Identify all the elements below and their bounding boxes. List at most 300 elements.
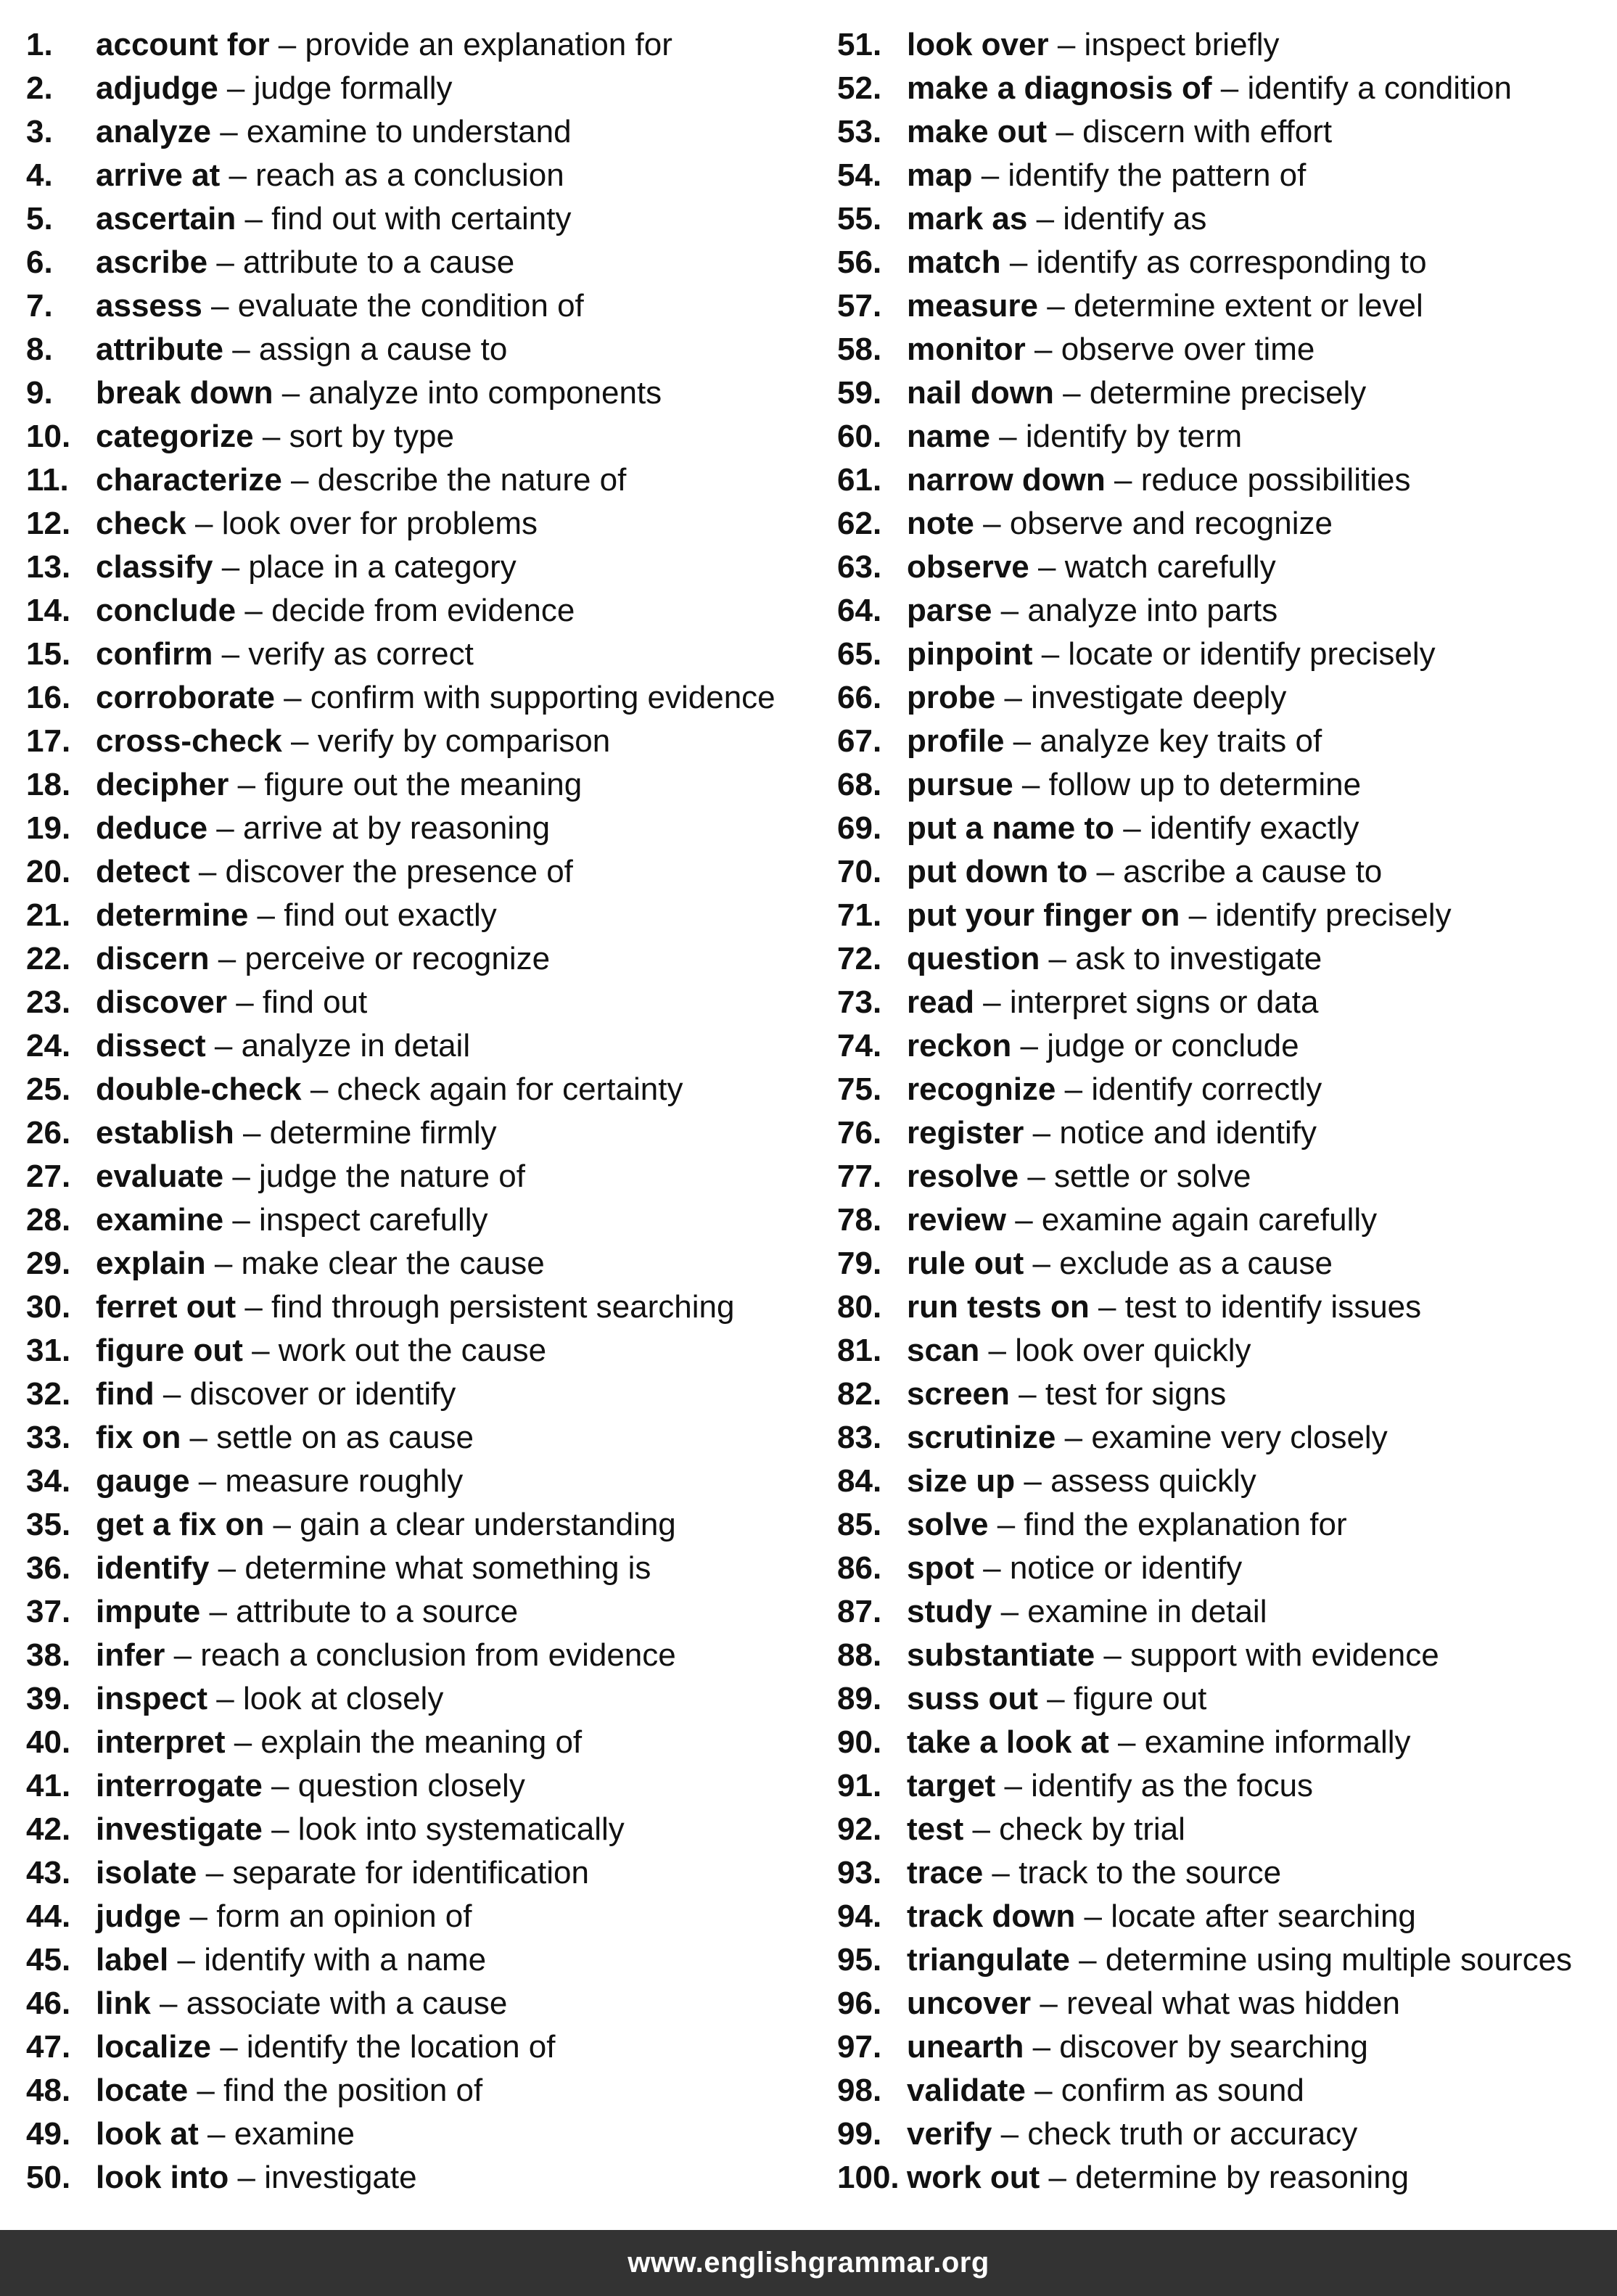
item-separator: – [248,897,284,933]
list-item [837,1982,1606,2025]
item-definition: investigate [264,2160,417,2195]
item-number: 38. [26,1637,71,1673]
item-term: trace [907,1855,984,1890]
item-separator: – [1005,1202,1042,1238]
item-text [907,1198,1377,1242]
item-definition: look over for problems [221,506,538,541]
list-item [837,589,1606,633]
item-definition: examine informally [1144,1724,1411,1760]
item-text [96,1895,472,1938]
list-item [837,23,1606,67]
item-term: unearth [907,2029,1024,2065]
item-definition: arrive at by reasoning [242,810,551,846]
item-term: note [907,506,974,541]
item-text [907,676,1286,720]
list-item [837,1416,1606,1460]
item-number: 13. [26,549,71,585]
list-item [26,1111,817,1155]
item-number: 11. [26,462,69,498]
list-item [837,1547,1606,1590]
item-number: 63. [837,549,882,585]
list-item [837,546,1606,589]
item-term: spot [907,1550,974,1586]
list-item [837,1938,1606,1982]
item-definition: analyze into components [308,375,662,411]
list-item [837,241,1606,284]
list-item [837,807,1606,850]
item-text [907,1677,1206,1721]
item-text [907,1982,1400,2025]
item-separator: – [207,810,243,846]
item-separator: – [264,1507,300,1542]
item-term: measure [907,288,1039,324]
item-text [96,23,672,67]
item-term: match [907,244,1001,280]
item-definition: determine firmly [269,1115,497,1151]
item-definition: check by trial [999,1811,1185,1847]
item-text [907,110,1332,154]
item-text [96,1982,507,2025]
item-number: 2. [26,70,53,106]
list-item [26,1416,817,1460]
item-definition: identify as the focus [1031,1768,1314,1803]
list-item [837,1634,1606,1677]
item-term: discern [96,941,210,976]
list-item [26,894,817,937]
item-definition: find through persistent searching [271,1289,735,1325]
item-number: 19. [26,810,71,846]
list-item [26,284,817,328]
list-item [26,502,817,546]
item-term: inspect [96,1681,208,1716]
item-definition: associate with a cause [186,1986,508,2021]
item-definition: look over quickly [1015,1333,1251,1368]
list-item [26,1155,817,1198]
item-term: localize [96,2029,211,2065]
item-separator: – [1031,1986,1067,2021]
item-definition: exclude as a cause [1059,1246,1333,1281]
item-definition: identify by term [1025,419,1243,454]
item-term: fix on [96,1420,181,1455]
item-definition: examine to understand [246,114,572,149]
item-definition: separate for identification [232,1855,589,1890]
list-item [26,1982,817,2025]
item-term: triangulate [907,1942,1070,1978]
item-number: 9. [26,375,53,411]
list-item [26,415,817,458]
item-separator: – [1180,897,1216,933]
item-number: 67. [837,723,882,759]
item-definition: gain a clear understanding [300,1507,676,1542]
list-item [26,1024,817,1068]
list-item [837,1111,1606,1155]
item-term: double-check [96,1071,302,1107]
list-item [26,633,817,676]
list-item [837,894,1606,937]
item-definition: assign a cause to [258,332,508,367]
item-definition: find the explanation for [1024,1507,1347,1542]
item-definition: test for signs [1045,1376,1227,1412]
item-text [907,328,1314,371]
list-item [837,1460,1606,1503]
list-item [26,1634,817,1677]
item-separator: – [1032,636,1069,672]
item-term: narrow down [907,462,1106,498]
item-number: 75. [837,1071,882,1107]
item-term: examine [96,1202,224,1238]
item-separator: – [213,636,249,672]
list-item [26,2025,817,2069]
item-separator: – [1040,941,1076,976]
item-number: 14. [26,593,71,628]
item-separator: – [1075,1898,1111,1934]
list-item [837,937,1606,981]
item-definition: figure out [1073,1681,1207,1716]
item-number: 6. [26,244,53,280]
item-separator: – [188,2073,224,2108]
item-separator: – [198,2116,234,2152]
item-number: 34. [26,1463,71,1499]
item-separator: – [202,288,238,324]
item-term: deduce [96,810,208,846]
item-separator: – [207,244,244,280]
item-term: identify [96,1550,210,1586]
list-item [837,850,1606,894]
item-number: 35. [26,1507,71,1542]
item-term: ferret out [96,1289,236,1325]
item-text [907,1547,1242,1590]
item-number: 70. [837,854,882,889]
item-term: put down to [907,854,1088,889]
item-separator: – [988,1507,1024,1542]
item-separator: – [1038,288,1074,324]
list-item [26,67,817,110]
list-item [837,2069,1606,2112]
item-number: 40. [26,1724,71,1760]
item-separator: – [1056,1420,1092,1455]
list-item [26,1808,817,1851]
item-term: resolve [907,1159,1019,1194]
item-term: characterize [96,462,282,498]
item-text [907,894,1452,937]
item-separator: – [281,462,318,498]
item-definition: identify with a name [204,1942,487,1978]
item-text [907,1068,1322,1111]
item-definition: find the position of [223,2073,483,2108]
item-separator: – [207,1681,243,1716]
item-separator: – [242,1333,279,1368]
item-definition: ascribe a cause to [1123,854,1383,889]
item-term: find [96,1376,155,1412]
item-number: 32. [26,1376,71,1412]
item-definition: determine by reasoning [1075,2160,1410,2195]
list-item [26,1460,817,1503]
list-item [837,1329,1606,1373]
item-term: ascribe [96,244,208,280]
item-number: 78. [837,1202,882,1238]
item-term: determine [96,897,249,933]
item-text [96,1547,651,1590]
item-separator: – [1053,375,1090,411]
item-separator: – [992,1594,1028,1629]
item-separator: – [223,332,259,367]
item-number: 23. [26,984,71,1020]
item-separator: – [213,549,249,585]
item-text [907,850,1382,894]
item-definition: examine in detail [1027,1594,1267,1629]
list-item [26,850,817,894]
item-text [96,1721,582,1764]
list-item [26,23,817,67]
item-number: 15. [26,636,71,672]
item-number: 28. [26,1202,71,1238]
item-term: label [96,1942,169,1978]
item-separator: – [274,680,310,715]
item-text [96,502,538,546]
item-separator: – [1087,854,1124,889]
item-text [96,1285,734,1329]
item-term: run tests on [907,1289,1090,1325]
item-number: 7. [26,288,53,324]
item-separator: – [1025,2073,1061,2108]
item-number: 74. [837,1028,882,1063]
item-text [96,894,497,937]
item-text [907,589,1277,633]
item-number: 66. [837,680,882,715]
item-text [907,1373,1226,1416]
list-item [837,1068,1606,1111]
item-term: investigate [96,1811,263,1847]
item-definition: reach as a conclusion [255,157,564,193]
item-text [96,110,572,154]
list-item [26,720,817,763]
list-item [26,241,817,284]
item-number: 39. [26,1681,71,1716]
item-term: screen [907,1376,1010,1412]
item-definition: attribute to a cause [243,244,515,280]
item-separator: – [995,680,1032,715]
list-item [837,154,1606,197]
item-separator: – [972,157,1008,193]
item-term: adjudge [96,70,218,106]
item-text [96,1503,676,1547]
item-text [96,1329,546,1373]
item-text [96,1242,545,1285]
item-number: 50. [26,2160,71,2195]
item-definition: notice or identify [1009,1550,1243,1586]
item-number: 57. [837,288,882,324]
item-term: probe [907,680,996,715]
item-separator: – [1029,549,1065,585]
item-number: 69. [837,810,882,846]
list-item [837,981,1606,1024]
item-term: establish [96,1115,234,1151]
item-separator: – [301,1071,337,1107]
item-definition: verify as correct [248,636,474,672]
list-item [837,67,1606,110]
item-definition: watch carefully [1064,549,1276,585]
item-separator: – [220,157,256,193]
item-text [907,1024,1299,1068]
item-number: 21. [26,897,71,933]
item-text [907,1808,1185,1851]
item-term: decipher [96,767,229,802]
item-term: reckon [907,1028,1012,1063]
item-text [96,807,550,850]
item-definition: explain the meaning of [260,1724,583,1760]
item-definition: describe the nature of [317,462,627,498]
item-number: 37. [26,1594,71,1629]
item-separator: – [236,1289,272,1325]
item-text [96,1416,474,1460]
item-term: make out [907,114,1048,149]
item-text [96,937,550,981]
list-item [26,2069,817,2112]
item-number: 16. [26,680,71,715]
list-item [837,1155,1606,1198]
item-text [907,2156,1409,2200]
item-number: 55. [837,201,882,236]
list-item [837,110,1606,154]
item-separator: – [229,2160,265,2195]
item-term: recognize [907,1071,1056,1107]
item-definition: identify the location of [246,2029,556,2065]
item-number: 86. [837,1550,882,1586]
item-number: 60. [837,419,882,454]
item-text [96,1851,589,1895]
item-term: evaluate [96,1159,224,1194]
list-item [837,2025,1606,2069]
list-item [837,328,1606,371]
list-item [26,1547,817,1590]
item-text [907,1634,1439,1677]
list-item [837,1677,1606,1721]
list-item [837,1285,1606,1329]
item-text [96,1198,488,1242]
item-number: 77. [837,1159,882,1194]
item-term: name [907,419,990,454]
item-number: 3. [26,114,53,149]
item-separator: – [979,1333,1016,1368]
list-item [837,1590,1606,1634]
item-text [96,415,454,458]
item-text [907,1503,1347,1547]
item-term: locate [96,2073,189,2108]
item-text [907,1416,1388,1460]
item-text [96,154,564,197]
list-item [837,1851,1606,1895]
item-text [907,415,1242,458]
item-number: 52. [837,70,882,106]
item-number: 20. [26,854,71,889]
item-separator: – [1024,1246,1060,1281]
item-text [907,1895,1416,1938]
list-item [837,1024,1606,1068]
list-item [26,589,817,633]
item-number: 41. [26,1768,71,1803]
item-definition: find out with certainty [271,201,572,236]
item-text [907,1590,1267,1634]
item-separator: – [223,1159,260,1194]
item-number: 12. [26,506,71,541]
item-term: nail down [907,375,1054,411]
item-separator: – [1024,1115,1060,1151]
item-number: 27. [26,1159,71,1194]
item-separator: – [189,1463,226,1499]
item-term: profile [907,723,1005,759]
item-definition: place in a category [248,549,517,585]
item-term: read [907,984,974,1020]
item-separator: – [1040,2160,1076,2195]
item-number: 82. [837,1376,882,1412]
item-separator: – [974,1550,1010,1586]
item-term: validate [907,2073,1026,2108]
item-number: 36. [26,1550,71,1586]
item-definition: decide from evidence [271,593,575,628]
item-separator: – [262,1811,298,1847]
item-number: 43. [26,1855,71,1890]
item-definition: settle on as cause [216,1420,474,1455]
item-term: interrogate [96,1768,263,1803]
item-term: get a fix on [96,1507,265,1542]
item-number: 94. [837,1898,882,1934]
item-separator: – [223,1202,260,1238]
item-separator: – [165,1637,201,1673]
item-text [96,1155,525,1198]
item-term: categorize [96,419,254,454]
list-item [26,1938,817,1982]
item-number: 80. [837,1289,882,1325]
item-separator: – [1025,332,1061,367]
list-item [26,546,817,589]
item-definition: judge or conclude [1047,1028,1299,1063]
list-item [837,1721,1606,1764]
item-separator: – [218,70,254,106]
item-text [96,1111,497,1155]
item-definition: analyze key traits of [1040,723,1322,759]
item-number: 46. [26,1986,71,2021]
list-item [837,1242,1606,1285]
list-item [837,197,1606,241]
item-term: verify [907,2116,992,2152]
item-separator: – [189,854,226,889]
item-definition: identify precisely [1215,897,1452,933]
item-separator: – [974,506,1010,541]
item-separator: – [281,723,318,759]
item-term: conclude [96,593,236,628]
list-item [837,1198,1606,1242]
item-text [907,2025,1368,2069]
item-text [96,1938,486,1982]
item-term: scrutinize [907,1420,1056,1455]
item-definition: examine [234,2116,355,2152]
item-term: link [96,1986,151,2021]
item-term: detect [96,854,190,889]
item-definition: discern with effort [1082,114,1333,149]
item-text [907,241,1427,284]
item-term: solve [907,1507,989,1542]
item-definition: reveal what was hidden [1066,1986,1400,2021]
item-definition: sort by type [289,419,454,454]
item-term: look at [96,2116,199,2152]
item-text [907,1764,1313,1808]
item-definition: discover by searching [1059,2029,1368,2065]
item-text [96,1634,676,1677]
item-term: figure out [96,1333,243,1368]
item-term: register [907,1115,1024,1151]
item-number: 42. [26,1811,71,1847]
item-separator: – [995,1768,1032,1803]
